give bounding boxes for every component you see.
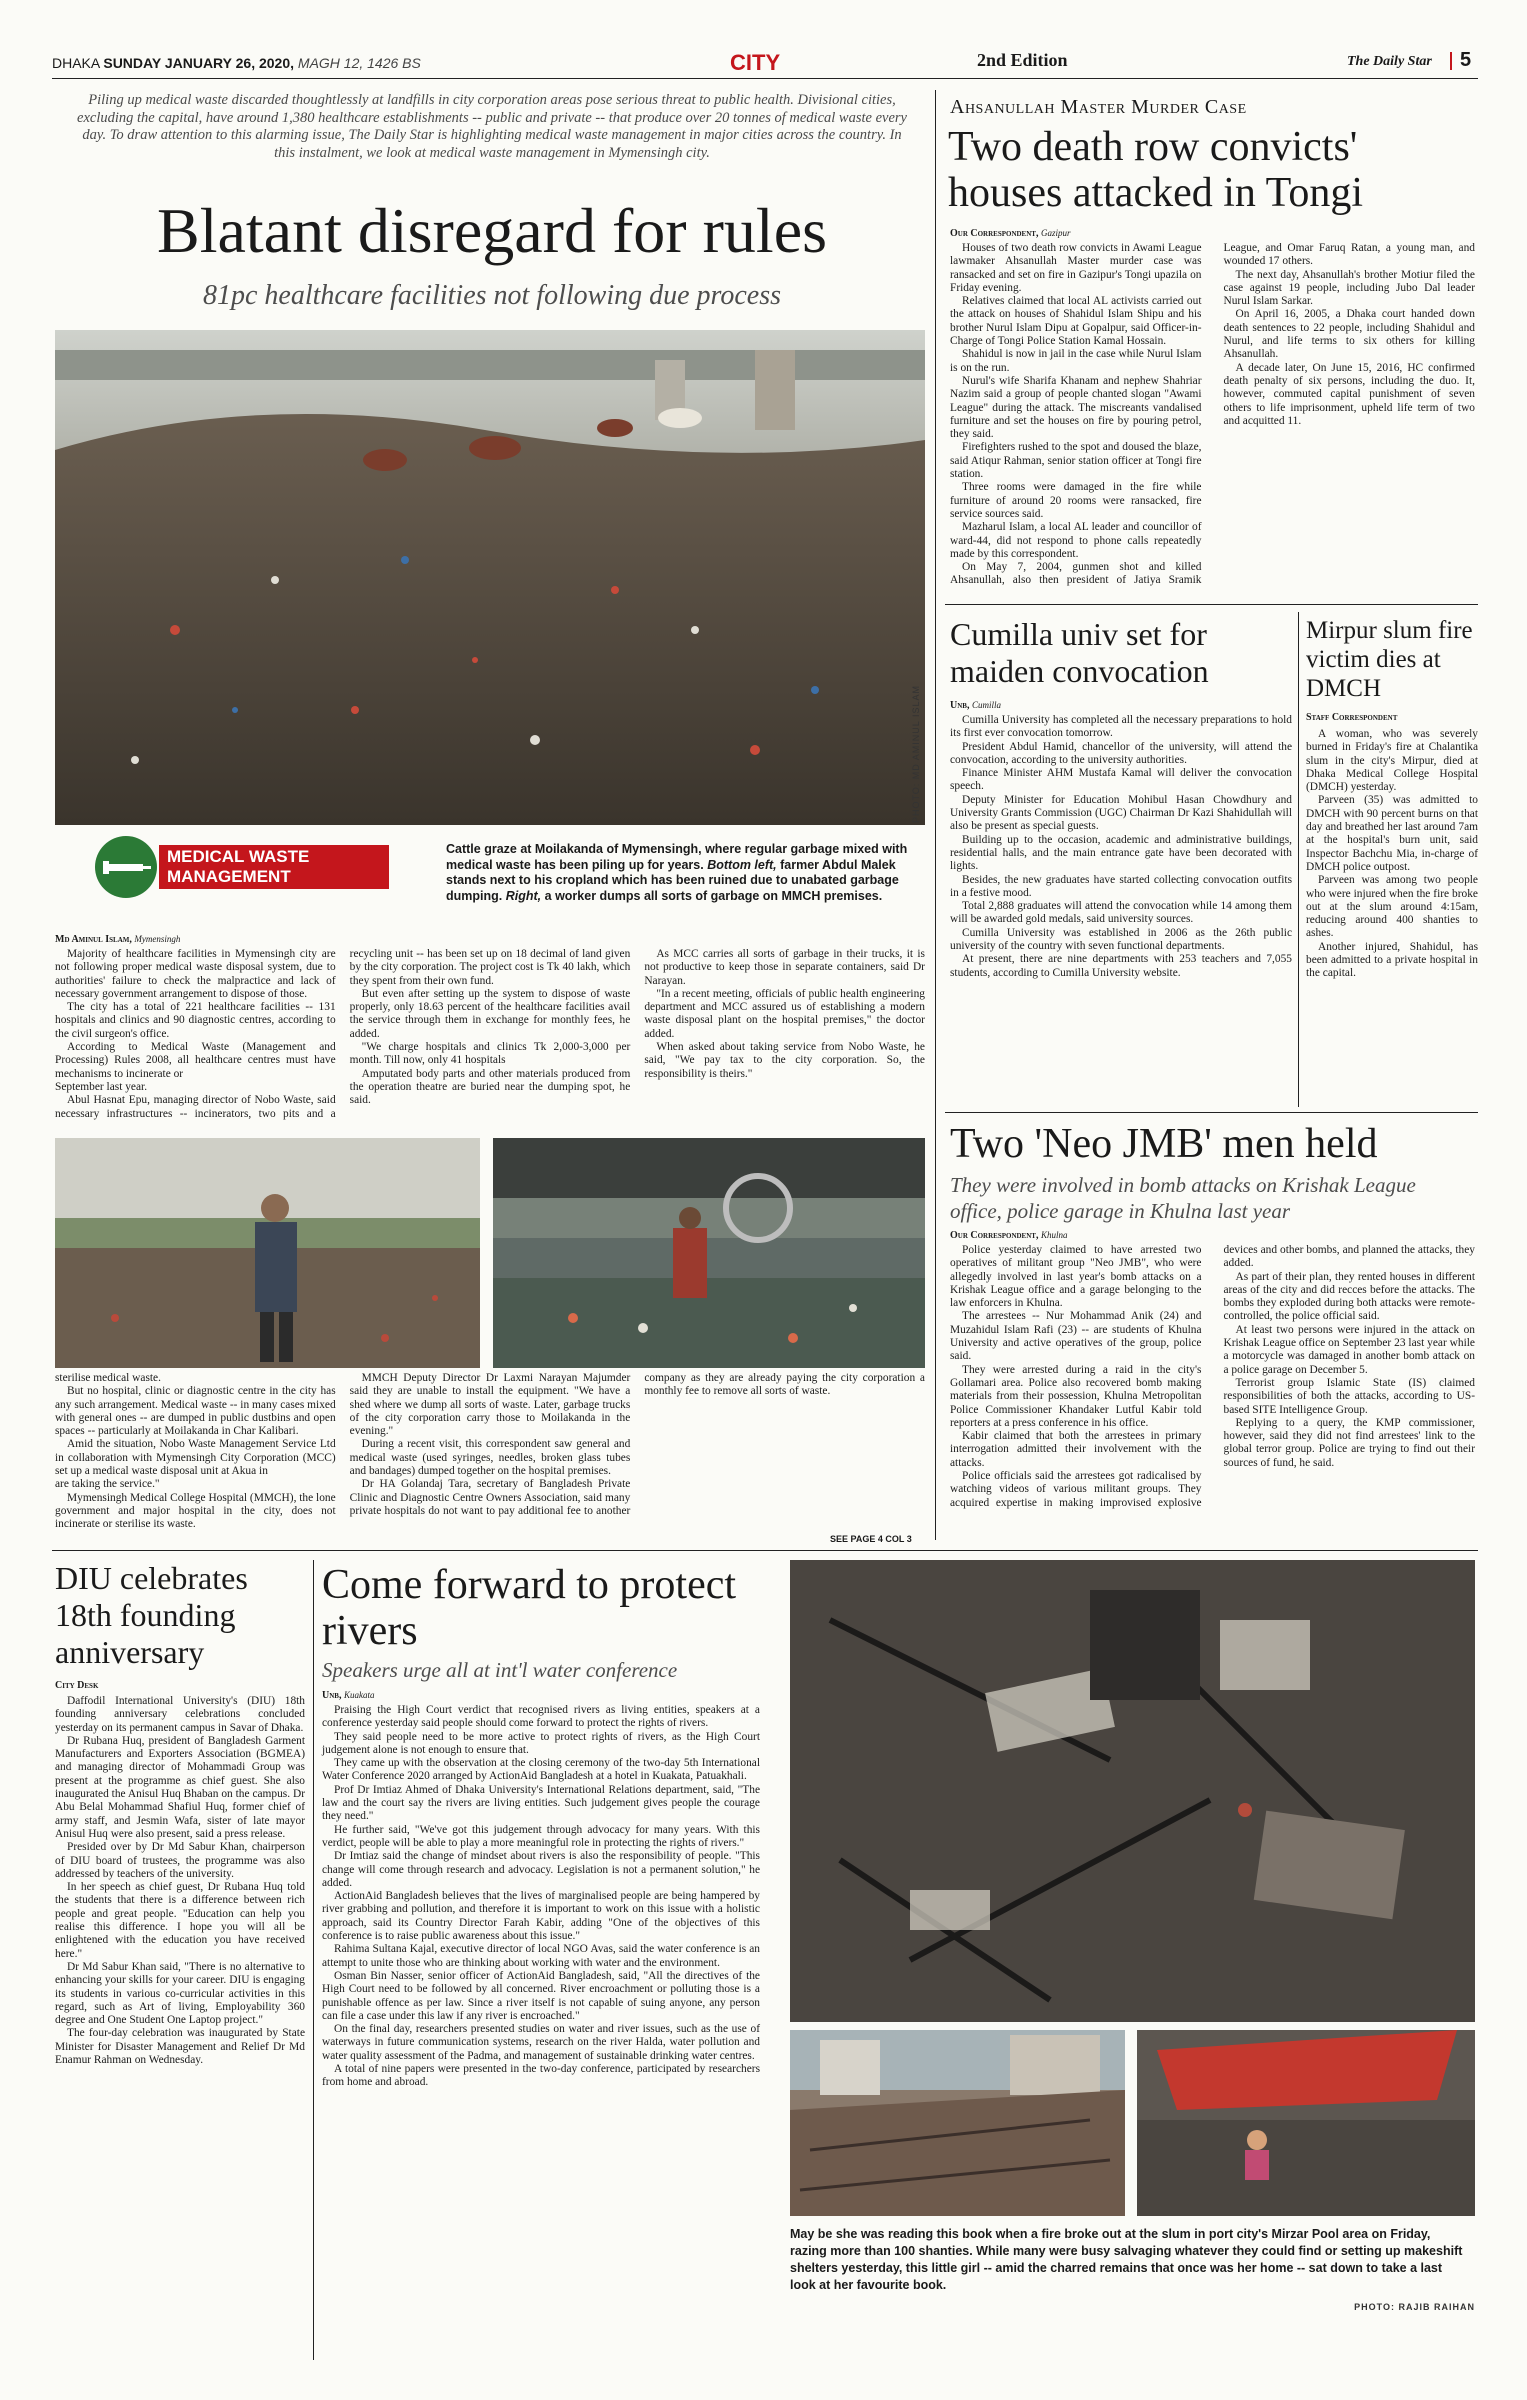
lead-byline: Md Aminul Islam, Mymensingh [55,934,181,945]
jmb-headline: Two 'Neo JMB' men held [950,1121,1378,1167]
section-name: CITY [730,50,781,75]
landfill-photo-credit: PHOTO: MD AMINUL ISLAM [911,685,921,824]
page-number: 5 [1460,49,1472,71]
rivers-headline: Come forward to protect rivers [322,1562,737,1654]
rivers-byline: Unb, Kuakata [322,1690,375,1701]
fire-photo-credit: PHOTO: RAJIB RAIHAN [1354,2302,1475,2312]
masthead [52,50,1478,76]
jmb-subhead: They were involved in bomb attacks on Krishak League office, police garage in Khulna last year [950,1173,1416,1223]
fire-main-photo [790,1560,1475,2022]
lead-lower-text: sterilise medical waste. But no hospital, clinic or diagnostic centre in the city has any such arrangement. Medical waste -- in many cases mixed with general ones -- are dumped in public dustbins and open spaces -- particularly at Moilakanda in Char Kalibari. Amid the situation, Nobo Waste Management Service Ltd in collaboration with Mymensingh City Corporation (MCC) set up a medical waste disposal unit at Akua in are taking the service." Mymensingh Medical College Hospital (MMCH), the lone government and major hospital in the city, does not incinerate or sterilise its waste. MMCH Deputy Director Dr Laxmi Narayan Majumder said they are unable to install the equipment. "We have a shed where we dump all sorts of waste. Later, garbage trucks of the city corporation carry those to Moilakanda in the evening." During a recent visit, this correspondent saw general and medical waste (used syringes, needles, broken glass tubes and bandages) dumped together on the hospital premises. Dr HA Golandaj Tara, secretary of Bangladesh Private Clinic and Diagnostic Centre Owners Association, said many private hospitals do not want to pay additional fee to another company as they are already paying the city corporation a monthly fee to remove all sorts of waste. [55,1372,925,1531]
lead-upper-text: Majority of healthcare facilities in Mymensingh city are not following proper medical waste disposal system, due to authorities' failure to check the malpractice and lack of necessary government arrangement to dispose of those. The city has a total of 221 healthcare facilities -- 131 hospitals and clinics and 90 diagnostic centres, according to the civil surgeon's office. According to Medical Waste (Management and Processing) Rules 2008, all healthcare centres must have mechanisms to incinerate or September last year. Abul Hasnat Epu, managing director of Nobo Waste, said necessary infrastructures -- incinerators, two pits and a recycling unit -- has been set up on 18 decimal of land given by the city corporation. The project cost is Tk 40 lakh, which they spent from their own fund. But even after setting up the system to dispose of waste properly, only 18.63 percent of the healthcare facilities avail the service through them in exchange for monthly fees, he added. "We charge hospitals and clinics Tk 2,000-3,000 per month. Till now, only 41 hospitals Amputated body parts and other materials produced from the operation theatre are buried near the dumping spot, he said. As MCC carries all sorts of garbage in their trucks, it is not productive to keep those in separate containers, said Dr Narayan. "In a recent meeting, officials of public health engineering department and MCC assured us of establishing a modern waste disposal plant on the hospital premises," the doctor added. When asked about taking service from Nobo Waste, he said, "We pay tax to the city corporation. So, the responsibility is theirs." [55,948,925,1120]
diu-text: Daffodil International University's (DIU) 18th founding anniversary celebrations concluded yesterday on its permanent campus in Savar of Dhaka. Dr Rubana Huq, president of Bangladesh Garment Manufacturers and Exporters Association (BGMEA) and managing director of Mohammadi Group was present at the programme as chief guest. She also inaugurated the Anisul Huq Bhaban on the campus. Dr Abu Belal Mohammad Shafiul Huq, former chief of army staff, and Jesmin Wafa, sister of late mayor Anisul Huq were also present, said a press release. Presided over by Dr Md Sabur Khan, chairperson of DIU board of trustees, the programme was also addressed by teachers of the university. In her speech as chief guest, Dr Rubana Huq told the students that there is a difference between rich people and great people. "Education can help you realise this difference. I hope you will all be enlightened with the education you have received here." Dr Md Sabur Khan said, "There is no alternative to enhancing your skills for your career. DIU is engaging its students in various co-curricular activities in this regard, such as Art of living, Employability 360 degree and One Student One Laptop project." The four-day celebration was inaugurated by State Minister for Disaster Management and Relief Dr Md Enamur Rahman on Wednesday. [55,1695,305,2067]
jmb-text: Police yesterday claimed to have arrested two operatives of militant group "Neo JMB", who were allegedly involved in last year's bomb attacks on a Krishak League office and a garage belonging to the law enforcers in Khulna. The arrestees -- Nur Mohammad Anik (24) and Muzahidul Islam Rafi (23) -- are students of Khulna University and active operatives of the group, police said. They were arrested during a raid in the city's Gollamari area. Police also recovered bomb making materials from their possession, Khulna Metropolitan Police Commissioner Khandaker Lutful Kabir told reporters at a press conference in his office. Kabir claimed that both the arrestees in primary interrogation admitted their involvement with the attacks. Police officials said the arrestees got radicalised by watching videos of various militant groups. They acquired expertise in making improvised explosive devices and other bombs, and planned the attacks, they added. As part of their plan, they rented houses in different areas of the city and did recces before the attacks. The bombs they exploded during both attacks were remote-controlled, the police official said. At least two persons were injured in the attack on Krishak League office on September 23 last year while a motorcycle was damaged in another bomb attack on a police garage on December 5. Terrorist group Islamic State (IS) claimed responsibilities of both the attacks, according to US-based SITE Intelligence Group. Replying to a query, the KMP commissioner, however, said they did not find arrestees' link to the global terror group. Police are trying to find out their sources of fund, he said. [950,1244,1475,1509]
paper-name: The Daily Star [1347,54,1432,69]
dateline-bangla: MAGH 12, 1426 BS [297,55,421,71]
cumilla-text: Cumilla University has completed all the necessary preparations to hold its first ever convocation tomorrow. President Abdul Hamid, chancellor of the university, will attend the convocation, according to the university authorities. Finance Minister AHM Mustafa Kamal will deliver the convocation speech. Deputy Minister for Education Mohibul Hasan Chowdhury and University Grants Commission (UGC) Chairman Dr Kazi Shahidullah will also be present as special guests. Building up to the occasion, academic and administrative buildings, residential halls, and the main entrance gate have been decorated with lights. Besides, the new graduates have started collecting convocation outfits in a festive mood. Total 2,888 graduates will attend the convocation while 14 among them will be awarded gold medals, said university sources. Cumilla University was established in 2006 as the 26th public university of the country with seven functional departments. At present, there are nine departments with 253 teachers and 7,055 students, according to Cumilla University website. [950,714,1292,979]
rivers-text: Praising the High Court verdict that recognised rivers as living entities, speakers at a conference yesterday said people should come forward to protect the rights of rivers. They said people need to be more active to protect rights of rivers, as the High Court judgement alone is not enough to ensure that. They came up with the observation at the closing ceremony of the two-day 5th International Water Conference 2020 arranged by ActionAid Bangladesh at a hotel in Kuakata, Patuakhali. Prof Dr Imtiaz Ahmed of Dhaka University's International Relations department, said, "The law and the court say the rivers are living entities. Such judgement gives people the courage they need." He further said, "We've got this judgement through advocacy for many years. With this verdict, people will be able to play a more meaningful role in protecting the rights of rivers." Dr Imtiaz said the change of mindset about rivers is also the responsibility of people. "This change will come through research and advocacy. Legislation is not a permanent solution," he added. ActionAid Bangladesh believes that the lives of marginalised people are being hampered by river grabbing and pollution, and therefore it is important to work on this issue with a holistic approach, said its Country Director Farah Kabir, adding "One of the objectives of this conference is to raise public awareness about this issue." Rahima Sultana Kajal, executive director of local NGO Avas, said the water conference is an attempt to unite those who are thinking about working with water and the environment. Osman Bin Nasser, senior officer of ActionAid Bangladesh, said, "All the directives of the High Court need to be followed by all concerned. River encroachment or polluting those is a punishable offence as per law. Since a river itself is not capable of suing anyone, any person can file a case under this law if any river is encroached." On the final day, researchers presented studies on water and river issues, such as the use of waterways in future communication systems, research on the river Halda, water pollution and water quality assessment of the Padma, and management of sustainable drinking water centres. A total of nine papers were presented in the two-day conference, participated by researchers from home and abroad. [322,1704,760,2089]
diu-headline: DIU celebrates 18th founding anniversary [55,1560,248,1670]
tongi-text: Houses of two death row convicts in Awami League lawmaker Ahsanullah Master murder case was ransacked and set on fire in Gazipur's Tongi upazila on Friday evening. Relatives claimed that local AL activists carried out the attack on houses of Shahidul Islam Shipu and his brother Nurul Islam Dipu at Gopalpur, said Officer-in-Charge of Tongi Police Station Kamal Hossain. Shahidul is now in jail in the case while Nurul Islam is on the run. Nurul's wife Sharifa Khanam and nephew Shahriar Nazim said a group of people chanted slogan "Awami League" during the attack. The miscreants vandalised furniture and set the houses on fire by pouring petrol, they said. Firefighters rushed to the spot and doused the blaze, said Atiqur Rahman, senior station officer at Tongi fire station. Three rooms were damaged in the fire while furniture of around 20 rooms were ransacked, fire service sources said. Mazharul Islam, a local AL leader and councillor of ward-44, did not respond to phone calls repeatedly made by this correspondent. On May 7, 2004, gunmen shot and killed Ahsanullah, also then president of Jatiya Sramik League, and Omar Faruq Ratan, a young man, and wounded 17 others. The next day, Ahsanullah's brother Motiur filed the case against 19 people, including Jubo Dal leader Nurul Islam Sarkar. On April 16, 2005, a Dhaka court handed down death sentences to 22 people, including Shahidul and Nurul, and life terms to six others for killing Ahsanullah. A decade later, On June 15, 2016, HC confirmed death penalty of six persons, including the duo. It, however, commuted capital punishment of seven others to life imprisonment, upheld life term of two and acquitted 11. [950,242,1475,587]
dateline-city: DHAKA [52,55,100,71]
mirpur-text: A woman, who was severely burned in Friday's fire at Chalantika slum in the city's Mirpur, died at Dhaka Medical College Hospital (DMCH) yesterday. Parveen (35) was admitted to DMCH with 90 percent burns on that day and breathed her last around 7am at the hospital's burn unit, said Inspector Bachchu Mia, in-charge of DMCH police outpost. Parveen was among two people who were injured when the fire broke out at the slum around 4:15am, reducing around 400 shanties to ashes. Another injured, Shahidul, has been admitted to a private hospital in the capital. [1306,728,1478,980]
lead-headline: Blatant disregard for rules [157,195,827,266]
lead-photo-caption: Cattle graze at Moilakanda of Mymensingh, where regular garbage mixed with medical waste has been piling up for years. Bottom left, farmer Abdul Malek stands next to his cropland which has been ruined due to unabated garbage dumping. Right, a worker dumps all sorts of garbage on MMCH premises. [446,842,908,903]
rivers-subhead: Speakers urge all at int'l water conference [322,1658,678,1682]
edition: 2nd Edition [977,50,1068,70]
cumilla-headline: Cumilla univ set for maiden convocation [950,616,1209,689]
see-page-link[interactable]: SEE PAGE 4 COL 3 [830,1534,912,1544]
tongi-byline: Our Correspondent, Gazipur [950,228,1071,239]
fire-photo-caption: May be she was reading this book when a fire broke out at the slum in port city's Mirzar Pool area on Friday, razing more than 100 shanties. While many were busy salvaging whatever they could find or setting up makeshift shelters yesterday, this little girl -- amid the charred remains that once was her home -- sat down to take a last look at her favourite book. [790,2227,1463,2292]
lead-intro: Piling up medical waste discarded thoughtlessly at landfills in city corporation areas pose serious threat to public health. Divisional cities, excluding the capital, have around 1,380 healthcare establishments -- public and private -- that produce over 20 tonnes of medical waste every day. To draw attention to this alarming issue, The Daily Star is highlighting medical waste management in major cities across the country. In this instalment, we look at medical waste management in Mymensingh city. [77,92,907,161]
worker-photo [493,1138,925,1368]
dateline-date: SUNDAY JANUARY 26, 2020, [103,55,295,71]
landfill-photo [55,330,925,825]
jmb-byline: Our Correspondent, Khulna [950,1230,1068,1241]
logo-label: MEDICAL WASTE MANAGEMENT [159,845,389,889]
medical-waste-logo [95,836,390,898]
mirpur-headline: Mirpur slum fire victim dies at DMCH [1306,617,1473,702]
tongi-kicker: Ahsanullah Master Murder Case [950,96,1247,118]
tongi-headline: Two death row convicts' houses attacked in Tongi [948,124,1364,216]
lead-subhead: 81pc healthcare facilities not following due process [202,280,782,311]
fire-left-photo [790,2030,1125,2216]
cumilla-byline: Unb, Cumilla [950,700,1001,711]
diu-byline: City Desk [55,1680,99,1691]
syringe-icon [95,836,157,898]
mirpur-byline: Staff Correspondent [1306,712,1398,723]
fire-right-photo [1137,2030,1475,2216]
farmer-photo [55,1138,480,1368]
